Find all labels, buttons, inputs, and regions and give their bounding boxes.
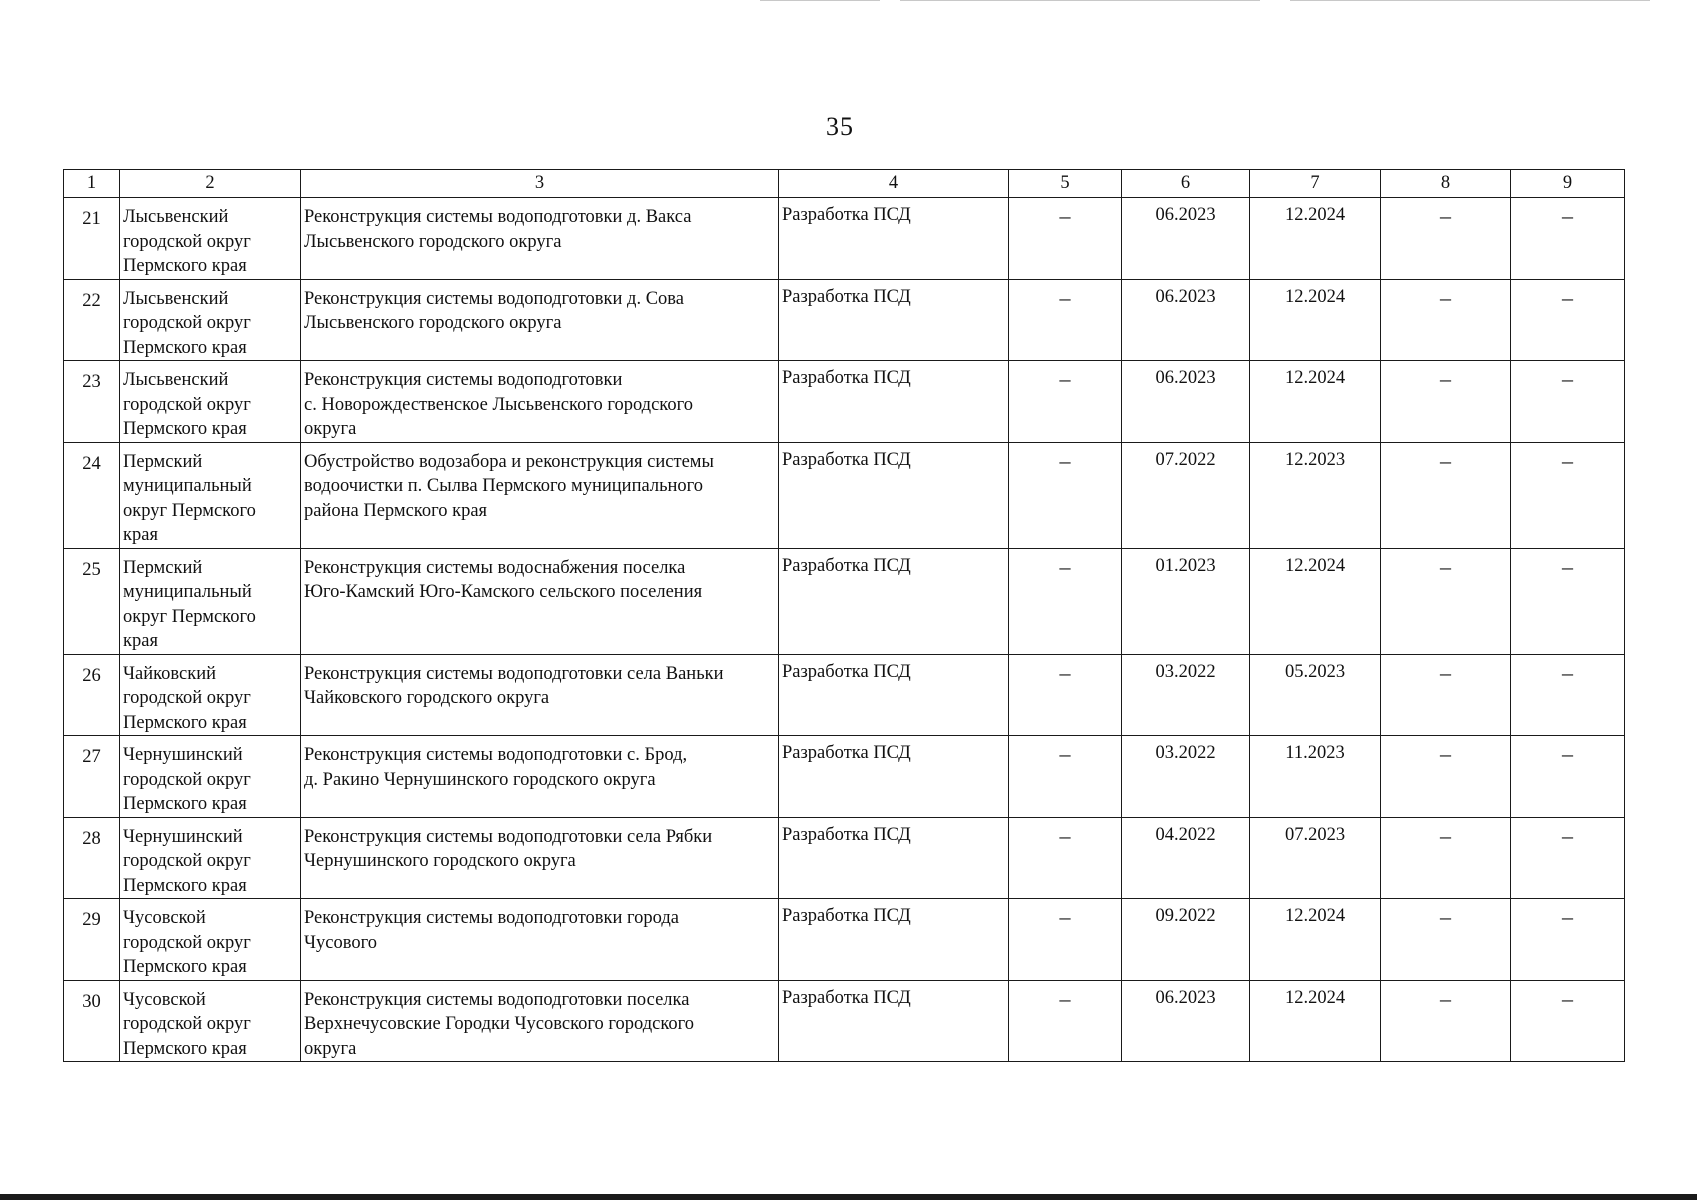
object-line: с. Новорождественское Лысьвенского городского — [304, 394, 693, 415]
col8-cell — [1381, 736, 1511, 818]
object-cell — [301, 361, 779, 443]
object-line: водоочистки п. Сылва Пермского муниципального — [304, 476, 704, 496]
start-date-cell — [1122, 442, 1250, 548]
end-date-cell — [1250, 654, 1381, 736]
end-date-cell — [1250, 980, 1381, 1062]
col9-cell — [1511, 736, 1625, 818]
object-cell — [301, 442, 779, 548]
object-line: Чернушинского городского округа — [304, 851, 576, 871]
data-table — [63, 169, 1625, 1062]
end-date-cell — [1250, 279, 1381, 361]
object-line: д. Ракино Чернушинского городского округа — [304, 769, 656, 790]
end-date: 11.2023 — [1285, 743, 1345, 763]
stage-text: Разработка ПСД — [782, 906, 911, 926]
start-date: 03.2022 — [1155, 661, 1216, 682]
district-line: Пермского края — [123, 875, 247, 896]
dash-value: – — [1059, 284, 1071, 310]
dash-value: – — [1562, 741, 1573, 766]
district-line: Чусовской — [123, 908, 206, 928]
dash-value: – — [1562, 904, 1573, 929]
object-line: Юго-Камский Юго-Камского сельского поселения — [304, 582, 703, 602]
object-line: Реконструкция системы водоснабжения поселка — [304, 557, 686, 578]
table-row — [64, 442, 1625, 548]
object-line: Реконструкция системы водоподготовки с. Брод, — [304, 745, 688, 765]
district-line: округ Пермского — [123, 606, 256, 627]
district-line: Пермского края — [123, 419, 247, 439]
stage-cell — [779, 899, 1009, 981]
end-date: 07.2023 — [1284, 824, 1346, 845]
object-cell — [301, 736, 779, 818]
object-cell — [301, 279, 779, 361]
start-date: 06.2023 — [1155, 205, 1216, 225]
dash-value: – — [1562, 659, 1573, 685]
col9-cell — [1511, 361, 1625, 443]
district-line: Чернушинский — [123, 826, 243, 847]
stage-cell — [779, 654, 1009, 736]
stage-text: Разработка ПСД — [782, 987, 911, 1008]
col9-cell — [1511, 279, 1625, 361]
column-header: 3 — [301, 170, 779, 198]
start-date-cell — [1122, 361, 1250, 443]
stage-text: Разработка ПСД — [782, 286, 911, 307]
row-number-cell — [64, 736, 120, 818]
dash-value: – — [1059, 553, 1071, 579]
row-number: 29 — [82, 910, 101, 930]
stage-cell — [779, 980, 1009, 1062]
object-line: Обустройство водозабора и реконструкция системы — [304, 451, 714, 472]
district-line: Пермского края — [123, 957, 247, 977]
dash-value: – — [1059, 659, 1071, 685]
district-line: муниципальный — [123, 476, 252, 496]
row-number-cell — [64, 442, 120, 548]
dash-value: – — [1440, 284, 1451, 310]
col8-cell — [1381, 899, 1511, 981]
district-cell — [120, 548, 301, 654]
end-date: 12.2023 — [1284, 449, 1346, 470]
start-date-cell — [1122, 899, 1250, 981]
dash-value: – — [1440, 985, 1451, 1011]
row-number-cell — [64, 279, 120, 361]
end-date: 05.2023 — [1284, 661, 1346, 682]
district-line: городской округ — [123, 688, 251, 708]
start-date-cell — [1122, 817, 1250, 899]
end-date-cell — [1250, 817, 1381, 899]
end-date: 12.2024 — [1284, 555, 1346, 576]
col5-cell — [1009, 817, 1122, 899]
col8-cell — [1381, 980, 1511, 1062]
stage-cell — [779, 198, 1009, 280]
col9-cell — [1511, 654, 1625, 736]
end-date-cell — [1250, 442, 1381, 548]
start-date-cell — [1122, 198, 1250, 280]
table-row — [64, 548, 1625, 654]
end-date: 12.2024 — [1284, 205, 1346, 225]
start-date-cell — [1122, 279, 1250, 361]
row-number: 27 — [82, 747, 101, 767]
stage-cell — [779, 817, 1009, 899]
district-line: Пермский — [123, 451, 203, 472]
table-row — [64, 899, 1625, 981]
start-date: 06.2023 — [1155, 368, 1216, 388]
row-number-cell — [64, 198, 120, 280]
column-header: 6 — [1122, 170, 1250, 198]
district-cell — [120, 817, 301, 899]
col8-cell — [1381, 279, 1511, 361]
dash-value: – — [1440, 366, 1451, 391]
object-line: Реконструкция системы водоподготовки города — [304, 908, 679, 928]
stage-cell — [779, 736, 1009, 818]
scan-artifact-line — [900, 0, 1260, 1]
row-number-cell — [64, 654, 120, 736]
district-cell — [120, 442, 301, 548]
district-line: городской округ — [123, 313, 251, 333]
stage-text: Разработка ПСД — [782, 661, 911, 682]
stage-cell — [779, 279, 1009, 361]
stage-text: Разработка ПСД — [782, 555, 911, 576]
district-line: муниципальный — [123, 582, 252, 602]
table-row — [64, 980, 1625, 1062]
object-line: Реконструкция системы водоподготовки д. Сова — [304, 288, 684, 309]
object-cell — [301, 980, 779, 1062]
col9-cell — [1511, 899, 1625, 981]
column-header: 2 — [120, 170, 301, 198]
dash-value: – — [1562, 284, 1573, 310]
object-line: округа — [304, 1038, 357, 1059]
object-cell — [301, 198, 779, 280]
row-number: 22 — [82, 290, 101, 311]
col5-cell — [1009, 442, 1122, 548]
scan-bottom-edge — [0, 1194, 1697, 1200]
object-line: Верхнечусовские Городки Чусовского городского — [304, 1014, 695, 1034]
table-row — [64, 654, 1625, 736]
row-number: 30 — [82, 991, 101, 1012]
object-line: округа — [304, 419, 357, 439]
start-date: 03.2022 — [1155, 743, 1216, 763]
dash-value: – — [1562, 447, 1573, 473]
scan-artifact-line — [760, 0, 880, 1]
col5-cell — [1009, 980, 1122, 1062]
column-header: 4 — [779, 170, 1009, 198]
stage-cell — [779, 361, 1009, 443]
row-number-cell — [64, 980, 120, 1062]
district-line: Чайковский — [123, 663, 217, 684]
dash-value: – — [1440, 553, 1451, 579]
end-date-cell — [1250, 548, 1381, 654]
table-row — [64, 279, 1625, 361]
district-line: городской округ — [123, 231, 251, 252]
start-date-cell — [1122, 980, 1250, 1062]
end-date: 12.2024 — [1284, 368, 1346, 388]
table-header-row — [64, 170, 1625, 198]
district-cell — [120, 361, 301, 443]
col5-cell — [1009, 198, 1122, 280]
dash-value: – — [1562, 366, 1573, 391]
object-cell — [301, 548, 779, 654]
district-line: Пермский — [123, 557, 203, 578]
col9-cell — [1511, 548, 1625, 654]
start-date: 07.2022 — [1155, 449, 1216, 470]
district-line: Лысьвенский — [123, 207, 229, 227]
district-line: Чусовской — [123, 989, 206, 1010]
row-number: 26 — [82, 665, 101, 686]
district-line: городской округ — [123, 932, 251, 953]
object-line: района Пермского края — [304, 500, 488, 521]
object-line: Лысьвенского городского округа — [304, 231, 562, 252]
start-date: 09.2022 — [1155, 906, 1216, 926]
col8-cell — [1381, 442, 1511, 548]
row-number-cell — [64, 361, 120, 443]
district-line: края — [123, 525, 158, 545]
dash-value: – — [1059, 822, 1071, 848]
row-number: 23 — [82, 372, 101, 392]
end-date-cell — [1250, 736, 1381, 818]
object-line: Лысьвенского городского округа — [304, 313, 562, 333]
col5-cell — [1009, 279, 1122, 361]
district-line: Чернушинский — [123, 745, 243, 765]
table-row — [64, 736, 1625, 818]
column-header: 1 — [64, 170, 120, 198]
table-body — [64, 198, 1625, 1062]
row-number: 24 — [82, 453, 101, 474]
table-row — [64, 817, 1625, 899]
object-line: Реконструкция системы водоподготовки поселка — [304, 989, 690, 1010]
column-header: 7 — [1250, 170, 1381, 198]
start-date: 06.2023 — [1155, 286, 1216, 307]
stage-text: Разработка ПСД — [782, 824, 911, 845]
stage-cell — [779, 548, 1009, 654]
district-cell — [120, 198, 301, 280]
district-line: городской округ — [123, 851, 251, 871]
stage-text: Разработка ПСД — [782, 205, 911, 225]
stage-text: Разработка ПСД — [782, 368, 911, 388]
district-cell — [120, 736, 301, 818]
object-line: Реконструкция системы водоподготовки — [304, 370, 623, 390]
dash-value: – — [1440, 447, 1451, 473]
end-date-cell — [1250, 899, 1381, 981]
row-number-cell — [64, 899, 120, 981]
col9-cell — [1511, 980, 1625, 1062]
row-number: 25 — [82, 559, 101, 580]
dash-value: – — [1440, 904, 1451, 929]
col5-cell — [1009, 899, 1122, 981]
dash-value: – — [1059, 447, 1071, 473]
end-date-cell — [1250, 198, 1381, 280]
column-header: 8 — [1381, 170, 1511, 198]
scan-artifact-line — [1290, 0, 1650, 1]
col8-cell — [1381, 361, 1511, 443]
dash-value: – — [1440, 203, 1451, 228]
row-number-cell — [64, 817, 120, 899]
stage-text: Разработка ПСД — [782, 743, 911, 763]
object-line: Чусового — [304, 932, 377, 953]
col5-cell — [1009, 736, 1122, 818]
row-number: 21 — [82, 209, 101, 229]
district-line: края — [123, 631, 158, 651]
end-date: 12.2024 — [1284, 906, 1346, 926]
dash-value: – — [1059, 741, 1071, 766]
district-cell — [120, 279, 301, 361]
page-number: 35 — [826, 112, 854, 141]
object-cell — [301, 817, 779, 899]
end-date: 12.2024 — [1284, 286, 1346, 307]
stage-text: Разработка ПСД — [782, 449, 911, 470]
column-header: 9 — [1511, 170, 1625, 198]
dash-value: – — [1440, 741, 1451, 766]
district-line: Лысьвенский — [123, 370, 229, 390]
dash-value: – — [1562, 203, 1573, 228]
district-cell — [120, 654, 301, 736]
col5-cell — [1009, 654, 1122, 736]
district-line: городской округ — [123, 1014, 251, 1034]
dash-value: – — [1562, 553, 1573, 579]
district-cell — [120, 899, 301, 981]
table-row — [64, 198, 1625, 280]
object-line: Реконструкция системы водоподготовки села Ваньки — [304, 663, 724, 684]
col8-cell — [1381, 654, 1511, 736]
row-number-cell — [64, 548, 120, 654]
district-line: Пермского края — [123, 1038, 247, 1059]
dash-value: – — [1440, 822, 1451, 848]
object-line: Чайковского городского округа — [304, 688, 550, 708]
col8-cell — [1381, 198, 1511, 280]
table-row — [64, 361, 1625, 443]
start-date: 04.2022 — [1155, 824, 1216, 845]
col8-cell — [1381, 817, 1511, 899]
object-line: Реконструкция системы водоподготовки д. Вакса — [304, 207, 692, 227]
district-line: Лысьвенский — [123, 288, 229, 309]
col5-cell — [1009, 361, 1122, 443]
district-line: городской округ — [123, 769, 251, 790]
col8-cell — [1381, 548, 1511, 654]
column-header: 5 — [1009, 170, 1122, 198]
start-date: 01.2023 — [1155, 555, 1216, 576]
stage-cell — [779, 442, 1009, 548]
dash-value: – — [1059, 985, 1071, 1011]
object-cell — [301, 899, 779, 981]
dash-value: – — [1059, 203, 1071, 228]
district-cell — [120, 980, 301, 1062]
district-line: Пермского края — [123, 712, 247, 733]
district-line: Пермского края — [123, 256, 247, 276]
dash-value: – — [1562, 985, 1573, 1011]
end-date-cell — [1250, 361, 1381, 443]
col9-cell — [1511, 442, 1625, 548]
district-line: Пермского края — [123, 794, 247, 814]
district-line: округ Пермского — [123, 500, 256, 521]
end-date: 12.2024 — [1284, 987, 1346, 1008]
col9-cell — [1511, 817, 1625, 899]
start-date-cell — [1122, 736, 1250, 818]
start-date: 06.2023 — [1155, 987, 1216, 1008]
start-date-cell — [1122, 548, 1250, 654]
col9-cell — [1511, 198, 1625, 280]
row-number: 28 — [82, 828, 101, 849]
dash-value: – — [1059, 904, 1071, 929]
district-line: Пермского края — [123, 337, 247, 358]
object-cell — [301, 654, 779, 736]
object-line: Реконструкция системы водоподготовки села Рябки — [304, 826, 713, 847]
dash-value: – — [1440, 659, 1451, 685]
dash-value: – — [1562, 822, 1573, 848]
start-date-cell — [1122, 654, 1250, 736]
district-line: городской округ — [123, 394, 251, 415]
col5-cell — [1009, 548, 1122, 654]
dash-value: – — [1059, 366, 1071, 391]
